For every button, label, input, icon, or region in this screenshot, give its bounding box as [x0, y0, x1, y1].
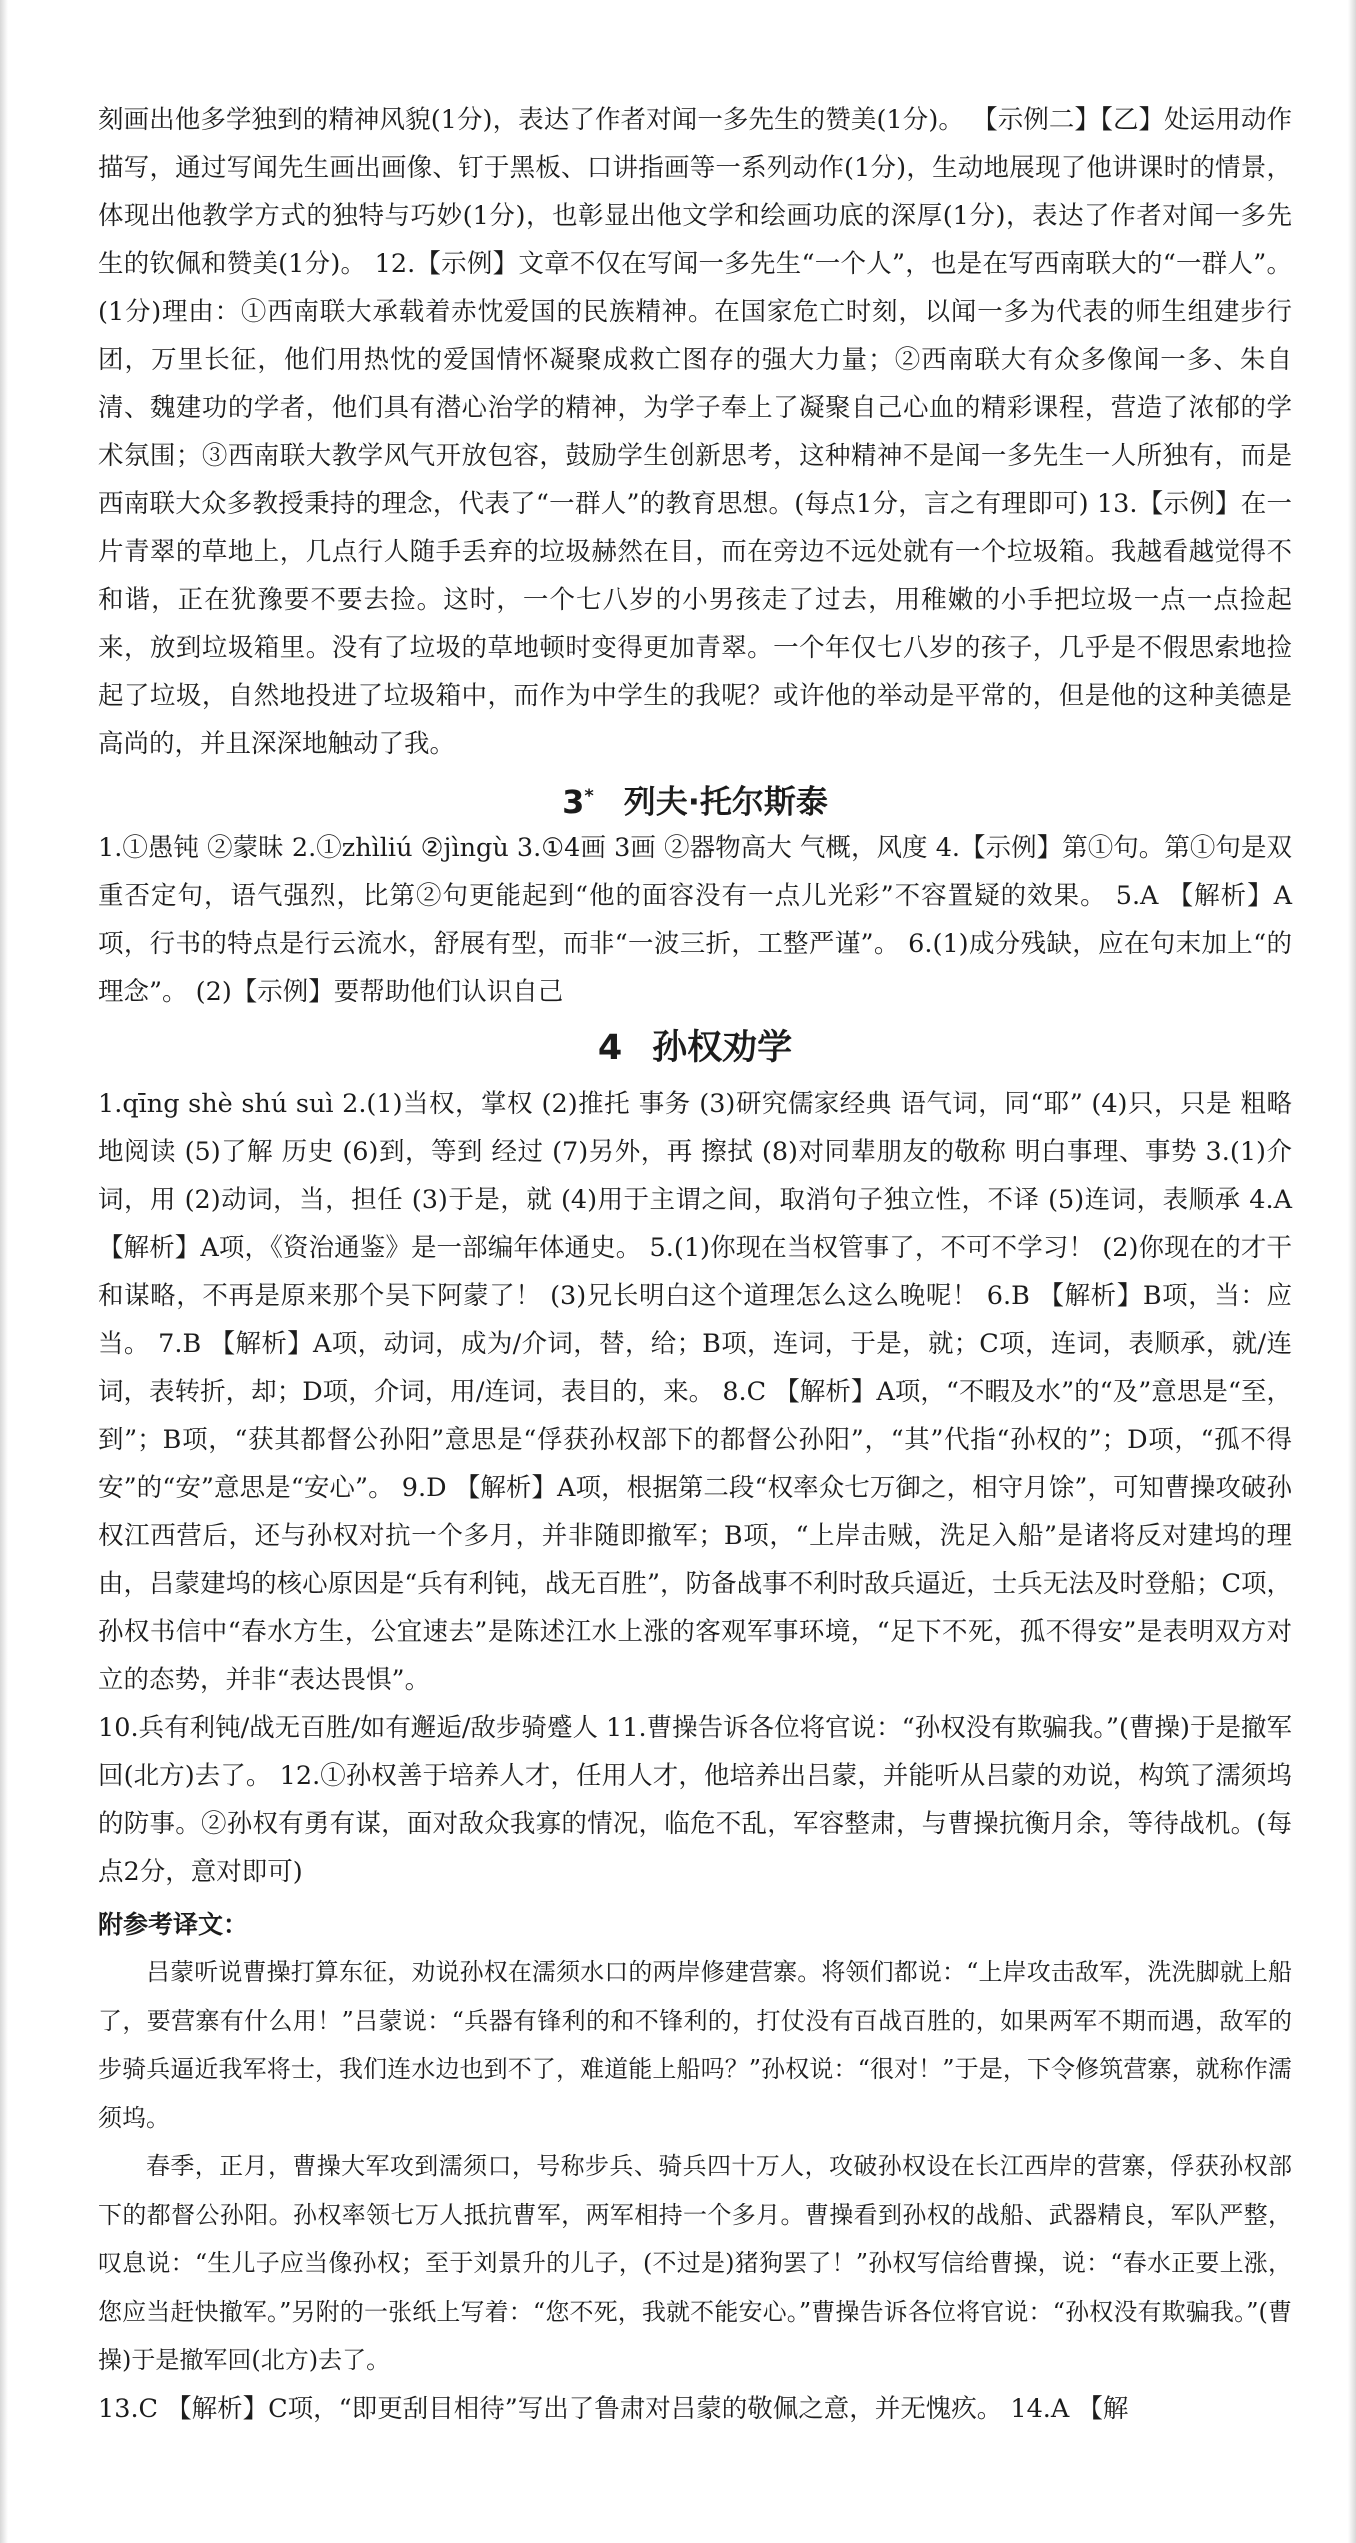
section-4-body-2: 10.兵有利钝/战无百胜/如有邂逅/敌步骑蹙人 11.曹操告诉各位将官说：“孙权没有欺骗我。”(曹操)于是撤军回(北方)去了。 12.①孙权善于培养人才，任用人才，他培养出吕蒙，并能听从吕蒙的劝说，构筑了濡须坞的防事。②孙权有勇有谋，面对敌众我寡的情况，临危不乱，军容整肃，与曹操抗衡月余，等待战机。(每点2分，意对即可)	[98, 1713, 1292, 1887]
section-3-title	[98, 768, 1292, 824]
section-4-body: 1.qīng shè shú suì 2.(1)当权，掌权 (2)推托 事务 (3)研究儒家经典 语气词，同“耶” (4)只，只是 粗略地阅读 (5)了解 历史 (6)到，等到 经过 (7)另外，再 擦拭 (8)对同辈朋友的敬称 明白事理、事势 3.(1)介词，用 (2)动词，当，担任 (3)于是，就 (4)用于主谓之间，取消句子独立性，不译 (5)连词，表顺承 4.A 【解析】A项，《资治通鉴》是一部编年体通史。 5.(1)你现在当权管事了，不可不学习！ (2)你现在的才干和谋略，不再是原来那个吴下阿蒙了！ (3)兄长明白这个道理怎么这么晚呢！ 6.B 【解析】B项，当：应当。 7.B 【解析】A项，动词，成为/介词，替，给；B项，连词，于是，就；C项，连词，表顺承，就/连词，表转折，却；D项，介词，用/连词，表目的，来。 8.C 【解析】A项，“不暇及水”的“及”意思是“至，到”；B项，“获其都督公孙阳”意思是“俘获孙权部下的都督公孙阳”，“其”代指“孙权的”；D项，“孤不得安”的“安”意思是“安心”。 9.D 【解析】A项，根据第二段“权率众七万御之，相守月馀”，可知曹操攻破孙权江西营后，还与孙权对抗一个多月，并非随即撤军；B项，“上岸击贼，洗足入船”是诸将反对建坞的理由，吕蒙建坞的核心原因是“兵有利钝，战无百胜”，防备战事不利时敌兵逼近，士兵无法及时登船；C项，孙权书信中“春水方生，公宜速去”是陈述江水上涨的客观军事环境，“足下不死，孤不得安”是表明双方对立的态势，并非“表达畏惧”。	[98, 1089, 1292, 1695]
section-3-body: 1.①愚钝 ②蒙昧 2.①zhìliú ②jìngù 3.①4画 3画 ②器物高大 气概，风度 4.【示例】第①句。第①句是双重否定句，语气强烈，比第②句更能起到“他的面容没有一点儿光彩”不容置疑的效果。 5.A 【解析】A项，行书的特点是行云流水，舒展有型，而非“一波三折，工整严谨”。 6.(1)成分残缺，应在句末加上“的理念”。 (2)【示例】要帮助他们认识自己	[98, 833, 1292, 1007]
right-scan-edge	[1348, 0, 1356, 2543]
section-3-title-text: 列夫·托尔斯泰	[623, 782, 828, 821]
section-3-answers	[98, 824, 1292, 1016]
section-4-title	[98, 1016, 1292, 1080]
section-4-number: 4	[597, 1028, 623, 1068]
section-4-answers	[98, 1080, 1292, 2433]
section-4-title-text: 孙权劝学	[652, 1028, 793, 1068]
section-3-number: 3*	[562, 782, 594, 821]
translation-paragraph-2: 春季，正月，曹操大军攻到濡须口，号称步兵、骑兵四十万人，攻破孙权设在长江西岸的营寨，俘获孙权部下的都督公孙阳。孙权率领七万人抵抗曹军，两军相持一个多月。曹操看到孙权的战船、武器精良，军队严整，叹息说：“生儿子应当像孙权；至于刘景升的儿子，(不过是)猪狗罢了！”孙权写信给曹操，说：“春水正要上涨，您应当赶快撤军。”另附的一张纸上写着：“您不死，我就不能安心。”曹操告诉各位将官说：“孙权没有欺骗我。”(曹操)于是撤军回(北方)去了。	[98, 2152, 1292, 2374]
continuation-text: 刻画出他多学独到的精神风貌(1分)，表达了作者对闻一多先生的赞美(1分)。 【示例二】【乙】处运用动作描写，通过写闻先生画出画像、钉于黑板、口讲指画等一系列动作(1分)，生动地展现了他讲课时的情景，体现出他教学方式的独特与巧妙(1分)，也彰显出他文学和绘画功底的深厚(1分)，表达了作者对闻一多先生的钦佩和赞美(1分)。 12.【示例】文章不仅在写闻一多先生“一个人”，也是在写西南联大的“一群人”。(1分)理由：①西南联大承载着赤忱爱国的民族精神。在国家危亡时刻，以闻一多为代表的师生组建步行团，万里长征，他们用热忱的爱国情怀凝聚成救亡图存的强大力量；②西南联大有众多像闻一多、朱自清、魏建功的学者，他们具有潜心治学的精神，为学子奉上了凝聚自己心血的精彩课程，营造了浓郁的学术氛围；③西南联大教学风气开放包容，鼓励学生创新思考，这种精神不是闻一多先生一人所独有，而是西南联大众多教授秉持的理念，代表了“一群人”的教育思想。(每点1分，言之有理即可) 13.【示例】在一片青翠的草地上，几点行人随手丢弃的垃圾赫然在目，而在旁边不远处就有一个垃圾箱。我越看越觉得不和谐，正在犹豫要不要去捡。这时，一个七八岁的小男孩走了过去，用稚嫩的小手把垃圾一点一点捡起来，放到垃圾箱里。没有了垃圾的草地顿时变得更加青翠。一个年仅七八岁的孩子，几乎是不假思索地捡起了垃圾，自然地投进了垃圾箱中，而作为中学生的我呢？或许他的举动是平常的，但是他的这种美德是高尚的，并且深深地触动了我。	[98, 105, 1292, 759]
section-4-final-answers: 13.C 【解析】C项，“即更刮目相待”写出了鲁肃对吕蒙的敬佩之意，并无愧疚。 14.A 【解	[98, 2393, 1129, 2424]
previous-lesson-answers	[98, 96, 1292, 768]
translation-paragraph-1: 吕蒙听说曹操打算东征，劝说孙权在濡须水口的两岸修建营寨。将领们都说：“上岸攻击敌军，洗洗脚就上船了，要营寨有什么用！”吕蒙说：“兵器有锋利的和不锋利的，打仗没有百战百胜的，如果两军不期而遇，敌军的步骑兵逼近我军将士，我们连水边也到不了，难道能上船吗？”孙权说：“很对！”于是，下令修筑营寨，就称作濡须坞。	[98, 1958, 1292, 2132]
left-scan-edge	[0, 0, 8, 2543]
reference-translation-heading: 附参考译文：	[98, 1910, 249, 1939]
